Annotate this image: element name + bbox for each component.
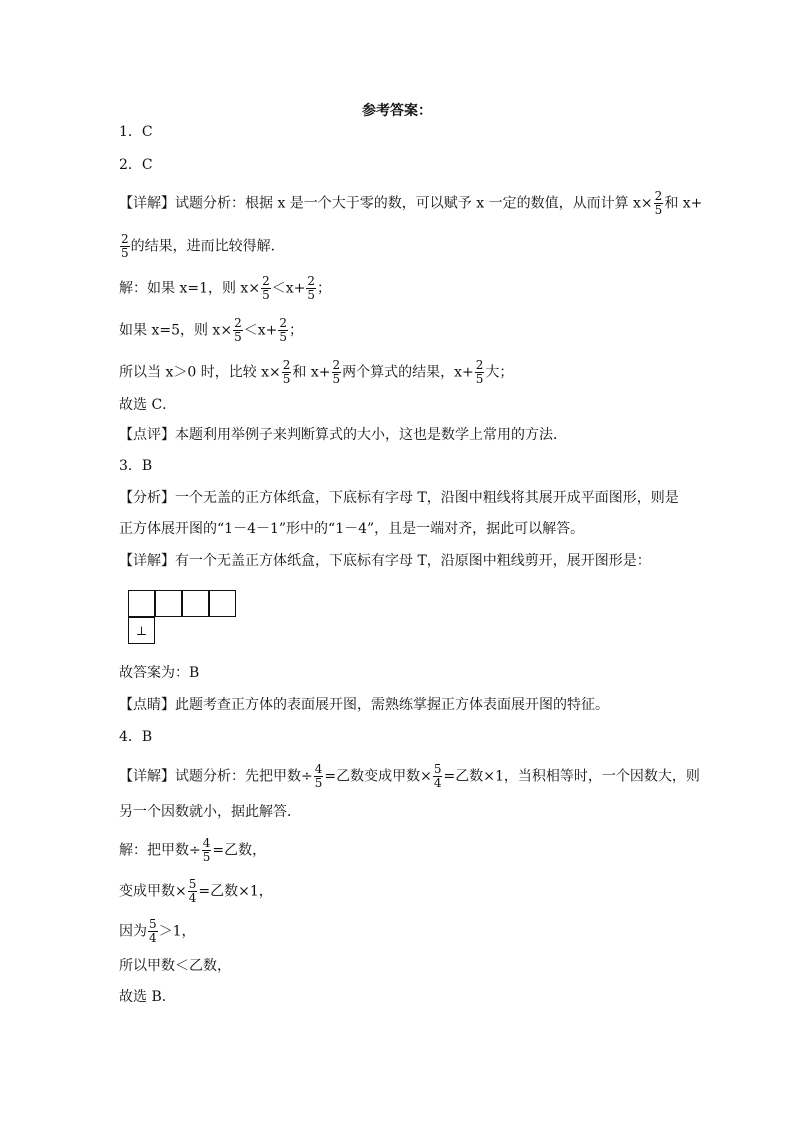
fraction: $\frac{2}{5}$ bbox=[654, 189, 663, 217]
fraction: $\frac{5}{4}$ bbox=[188, 877, 197, 905]
fraction: $\frac{5}{4}$ bbox=[149, 917, 157, 945]
fraction: $\frac{4}{5}$ bbox=[314, 762, 323, 790]
net-cell bbox=[155, 590, 182, 617]
fraction: $\frac{5}{4}$ bbox=[433, 762, 442, 790]
fraction: $\frac{2}{5}$ bbox=[282, 358, 291, 386]
net-cell bbox=[209, 590, 236, 617]
fraction: $\frac{4}{5}$ bbox=[202, 836, 211, 864]
q3-detail: 【详解】有一个无盖正方体纸盒，下底标有字母 T，沿原图中粗线剪开，展开图形是： bbox=[119, 553, 651, 569]
q3-analysis-line1: 【分析】一个无盖的正方体纸盒，下底标有字母 T，沿图中粗线将其展开成平面图形，则是 bbox=[119, 490, 679, 506]
net-cell-t: ⊥ bbox=[128, 617, 155, 644]
q2-choose: 故选 C． bbox=[119, 397, 177, 413]
q2-solution-2: 如果 x=5，则 x× $\frac{2}{5}$ ＜x+ $\frac{2}{5}$ ； bbox=[119, 316, 303, 344]
page-title: 参考答案： bbox=[362, 103, 432, 119]
fraction: $\frac{2}{5}$ bbox=[332, 358, 341, 386]
q4-solution-3: 因为 $\frac{5}{4}$ ＞1， bbox=[119, 917, 196, 945]
q3-answer: 故答案为：B bbox=[119, 665, 200, 681]
answer-2: 2．C bbox=[119, 157, 153, 173]
q2-solution-3: 所以当 x＞0 时，比较 x× $\frac{2}{5}$ 和 x+ $\frac{2}{5}$ 两个算式的结果，x+ $\frac{2}{5}$ 大； bbox=[119, 358, 514, 386]
answer-1: 1．C bbox=[119, 124, 153, 140]
q2-detail-line2: $\frac{2}{5}$ 的结果，进而比较得解． bbox=[121, 232, 285, 260]
q4-detail-line1: 【详解】试题分析：先把甲数÷ $\frac{4}{5}$ =乙数变成甲数× $\frac{5}{4}$ =乙数×1，当积相等时，一个因数大，则 bbox=[119, 762, 700, 790]
fraction: $\frac{2}{5}$ bbox=[262, 274, 270, 302]
q4-solution-4: 所以甲数＜乙数， bbox=[119, 958, 231, 974]
fraction: $\frac{2}{5}$ bbox=[121, 232, 129, 260]
answer-4: 4．B bbox=[119, 729, 153, 745]
fraction: $\frac{2}{5}$ bbox=[234, 316, 242, 344]
q4-solution-2: 变成甲数× $\frac{5}{4}$ =乙数×1， bbox=[119, 877, 273, 905]
q2-solution-1: 解：如果 x=1，则 x× $\frac{2}{5}$ ＜x+ $\frac{2}{5}$ ； bbox=[119, 274, 331, 302]
net-cell bbox=[182, 590, 209, 617]
q4-detail-line2: 另一个因数就小，据此解答． bbox=[119, 804, 301, 820]
q2-review: 【点评】本题利用举例子来判断算式的大小，这也是数学上常用的方法． bbox=[119, 427, 567, 443]
fraction: $\frac{2}{5}$ bbox=[475, 358, 484, 386]
q3-comment: 【点睛】此题考查正方体的表面展开图，需熟练掌握正方体表面展开图的特征。 bbox=[119, 697, 609, 713]
net-cell bbox=[128, 590, 155, 617]
answer-3: 3．B bbox=[119, 458, 153, 474]
fraction: $\frac{2}{5}$ bbox=[307, 274, 315, 302]
q4-choose: 故选 B． bbox=[119, 989, 176, 1005]
q2-detail-line1: 【详解】试题分析：根据 x 是一个大于零的数，可以赋予 x 一定的数值，从而计算 x× $\frac{2}{5}$ 和 x+ bbox=[119, 189, 703, 217]
fraction: $\frac{2}{5}$ bbox=[279, 316, 287, 344]
q4-solution-1: 解：把甲数÷ $\frac{4}{5}$ =乙数， bbox=[119, 836, 267, 864]
q3-analysis-line2: 正方体展开图的“1－4－1”形中的“1－4”，且是一端对齐，据此可以解答。 bbox=[119, 521, 585, 537]
